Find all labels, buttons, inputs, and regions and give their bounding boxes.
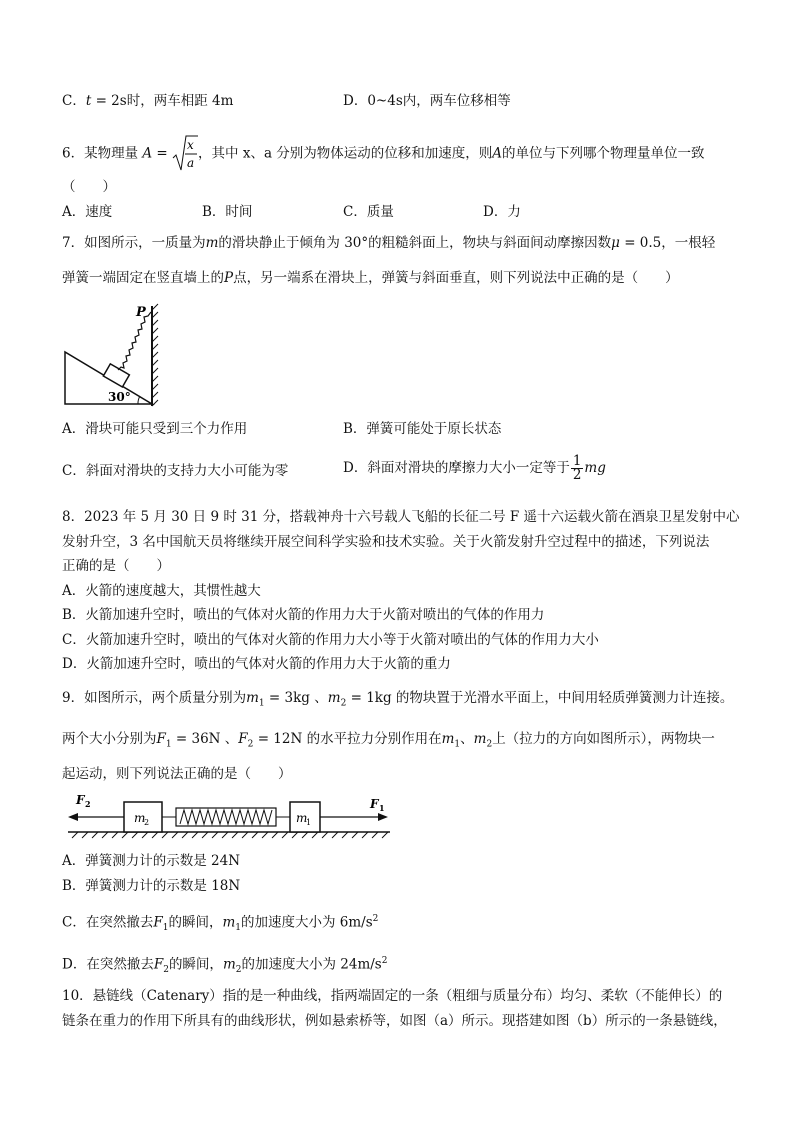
q7-incline-figure xyxy=(60,300,170,412)
q7-stem-line2 xyxy=(62,269,679,287)
spring xyxy=(118,312,151,370)
q7-option-a: A．滑块可能只受到三个力作用 xyxy=(62,421,248,437)
q5-var-t: t xyxy=(85,93,92,109)
q9-option-c-m-sub: 1 xyxy=(235,923,241,934)
q9-option-d-m-sub: 2 xyxy=(235,965,242,976)
q6-option-a: A．速度 xyxy=(62,204,113,220)
q7-text-c: = 0.5，一根轻 xyxy=(619,235,716,251)
q9-option-c-F: F xyxy=(153,914,163,931)
F2-label: F xyxy=(76,793,85,807)
q9-option-d-sup: 2 xyxy=(381,956,388,966)
q7-text-d: 弹簧一端固定在竖直墙上的 xyxy=(62,270,224,286)
q8-option-d: D．火箭加速升空时，喷出的气体对火箭的作用力大于火箭的重力 xyxy=(62,656,451,672)
q9-var-F1: F xyxy=(156,731,166,747)
q9-F1-value: = 36N 、 xyxy=(171,731,239,747)
q9-stem-line1 xyxy=(62,689,733,713)
q10-stem-line1: 10．悬链线（Catenary）指的是一种曲线，指两端固定的一条（粗细与质量分布）均匀、柔软（不能伸长）的 xyxy=(62,988,723,1004)
frac-numerator: 1 xyxy=(572,453,582,469)
q9-F2-value: = 12N 的水平拉力分别作用在 xyxy=(253,731,442,747)
q7-text-e: 点，另一端系在滑块上，弹簧与斜面垂直，则下列说法中正确的是（ ） xyxy=(233,270,679,286)
q9-var-F2: F xyxy=(238,731,248,747)
block-m2-label: m xyxy=(134,811,146,825)
q8-stem-line3: 正确的是（ ） xyxy=(62,558,170,574)
q7-text-a: 7．如图所示，一质量为 xyxy=(62,235,206,251)
frac-denominator: 2 xyxy=(572,467,582,483)
q6-sqrt-formula xyxy=(172,134,198,174)
q9-option-c-m: m xyxy=(222,914,236,931)
q6-frac-den: a xyxy=(187,156,195,170)
q9-stem-line2 xyxy=(62,730,715,754)
block-m2-sub: 2 xyxy=(144,818,150,827)
fig-angle-label: 30° xyxy=(108,390,131,404)
fig-label-P: P xyxy=(136,305,146,320)
q9-option-d-text-c: 的加速度大小为 24m/s xyxy=(241,956,382,973)
q9-sub-m1b: 1 xyxy=(454,739,461,750)
slider-block xyxy=(103,364,129,387)
q5-option-c-label: C． xyxy=(62,93,86,109)
q6-option-c: C．质量 xyxy=(343,204,394,220)
q6-equals: = xyxy=(152,145,173,162)
q9-m2-value: = 1kg 的物块置于光滑水平面上，中间用轻质弹簧测力计连接。 xyxy=(346,690,734,706)
q7-var-mg: mg xyxy=(584,460,606,476)
q9-option-d-F: F xyxy=(153,956,164,973)
q9-option-d-m: m xyxy=(222,956,236,973)
F1-sub: 1 xyxy=(379,803,385,813)
q7-option-d xyxy=(343,455,606,482)
q7-stem-line1 xyxy=(62,234,715,252)
q7-option-c: C．斜面对滑块的支持力大小可能为零 xyxy=(62,463,289,479)
q9-option-d xyxy=(62,952,387,979)
q6-option-d: D．力 xyxy=(483,204,521,220)
q9-m1-value: = 3kg 、 xyxy=(264,690,328,706)
sqrt-symbol-icon xyxy=(172,134,198,174)
F2-sub: 2 xyxy=(85,799,91,809)
q7-fraction-half xyxy=(571,455,584,482)
q9-stem-line3: 起运动，则下列说法正确的是（ ） xyxy=(62,766,292,782)
q8-stem-line1: 8．2023 年 5 月 30 日 9 时 31 分，搭载神舟十六号载人飞船的长征二号 F 遥十六运载火箭在酒泉卫星发射中心 xyxy=(62,509,740,525)
q6-option-b: B．时间 xyxy=(202,204,253,220)
q7-var-m: m xyxy=(205,235,219,251)
q9-var-m2: m xyxy=(327,690,341,706)
q9-sub-F2: 2 xyxy=(247,739,254,750)
q9-sub-m2b: 2 xyxy=(486,739,493,750)
q9-comma: 、 xyxy=(460,731,474,747)
q9-var-m2b: m xyxy=(473,731,487,747)
q9-option-d-text-a: D．在突然撤去 xyxy=(62,956,154,973)
q8-option-b: B．火箭加速升空时，喷出的气体对火箭的作用力大于火箭对喷出的气体的作用力 xyxy=(62,607,545,623)
ground-hatch xyxy=(72,832,388,838)
q9-option-c-text-c: 的加速度大小为 6m/s xyxy=(241,914,373,931)
q7-text-b: 的滑块静止于倾角为 30°的粗糙斜面上，物块与斜面间动摩擦因数 xyxy=(218,235,612,251)
q10-stem-line2: 链条在重力的作用下所具有的曲线形状，例如悬索桥等，如图（a）所示。现搭建如图（b）所示的一条悬链线， xyxy=(62,1013,727,1029)
block-m1-label: m xyxy=(296,811,308,825)
q9-var-m1b: m xyxy=(441,731,455,747)
q9-sub-F1: 1 xyxy=(165,739,172,750)
q6-paren: （ ） xyxy=(62,179,116,195)
q5-option-d: D．0~4s内，两车位移相等 xyxy=(343,93,511,109)
F1-label: F xyxy=(370,797,379,811)
q9-option-d-text-b: 的瞬间， xyxy=(168,956,223,973)
q9-sub-2: 2 xyxy=(340,698,347,709)
q5-option-c-text: = 2s时，两车相距 4m xyxy=(91,93,234,109)
q7-option-d-text: D．斜面对滑块的摩擦力大小一定等于 xyxy=(343,460,570,476)
q6-stem xyxy=(62,134,705,174)
q6-var-A: A xyxy=(142,145,153,162)
q6-text: ，其中 x、a 分别为物体运动的位移和加速度，则 xyxy=(198,145,493,162)
q8-stem-line2: 发射升空，3 名中国航天员将继续开展空间科学实验和技术实验。关于火箭发射升空过程中的描述，下列说法 xyxy=(62,534,710,550)
q9-option-c-sup: 2 xyxy=(372,914,379,924)
q8-option-c: C．火箭加速升空时，喷出的气体对火箭的作用力大小等于火箭对喷出的气体的作用力大小 xyxy=(62,632,599,648)
q9-text-a: 9．如图所示，两个质量分别为 xyxy=(62,690,247,706)
q6-var-A2: A xyxy=(492,145,503,162)
q6-frac-num: x xyxy=(187,138,194,152)
q9-option-c-F-sub: 1 xyxy=(162,923,169,934)
q9-blocks-figure xyxy=(64,788,396,840)
q9-text-c: 上（拉力的方向如图所示），两物块一 xyxy=(492,731,715,747)
q8-option-a: A．火箭的速度越大，其惯性越大 xyxy=(62,583,261,599)
q9-sub-1: 1 xyxy=(258,698,265,709)
q9-var-m1: m xyxy=(246,690,259,706)
q7-option-b: B．弹簧可能处于原长状态 xyxy=(343,421,502,437)
q6-text-end: 的单位与下列哪个物理量单位一致 xyxy=(502,145,705,162)
q7-var-mu: μ xyxy=(611,235,620,251)
q9-option-d-F-sub: 2 xyxy=(163,965,169,976)
q9-option-c xyxy=(62,910,378,937)
q9-option-c-text-b: 的瞬间， xyxy=(168,914,223,931)
q7-var-P: P xyxy=(224,270,234,286)
block-m1-sub: 1 xyxy=(306,818,312,827)
q9-option-b: B．弹簧测力计的示数是 18N xyxy=(62,878,241,894)
q5-option-c xyxy=(62,92,233,110)
q6-number: 6．某物理量 xyxy=(62,145,143,162)
q9-option-a: A．弹簧测力计的示数是 24N xyxy=(62,853,241,869)
q9-option-c-text-a: C．在突然撤去 xyxy=(62,914,154,931)
q9-text-b: 两个大小分别为 xyxy=(62,731,157,747)
